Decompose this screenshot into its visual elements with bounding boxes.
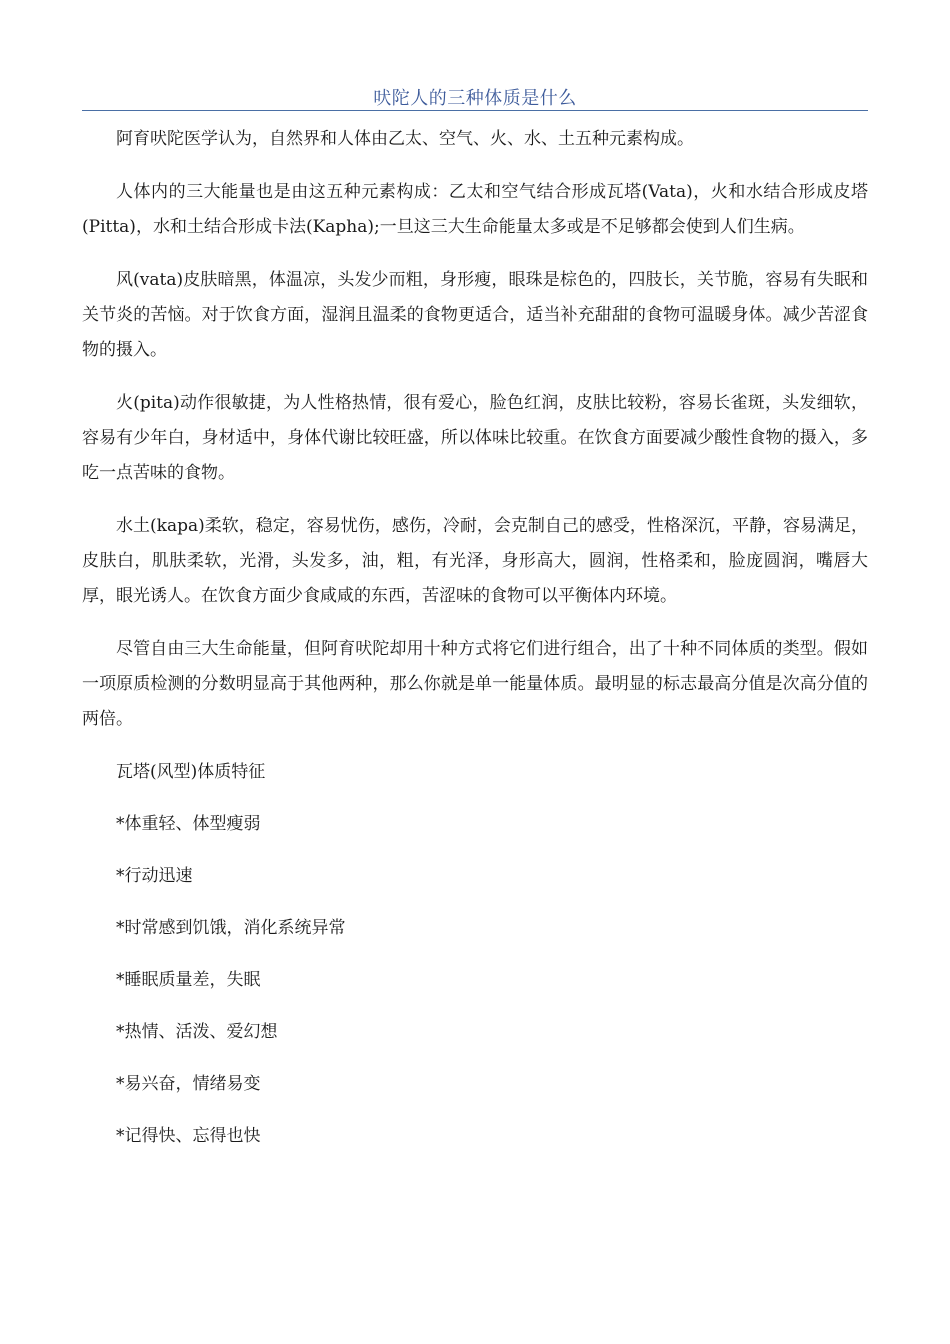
paragraph-energies: 人体内的三大能量也是由这五种元素构成：乙太和空气结合形成瓦塔(Vata)，火和水结合形成皮塔(Pitta)，水和土结合形成卡法(Kapha);一旦这三大生命能量太多或是不足够都会使到人们生病。	[82, 182, 868, 237]
paragraph-vata: 风(vata)皮肤暗黑，体温凉，头发少而粗，身形瘦，眼珠是棕色的，四肢长，关节脆，容易有失眠和关节炎的苦恼。对于饮食方面，湿润且温柔的食物更适合，适当补充甜甜的食物可温暖身体。减少苦涩食物的摄入。	[82, 270, 868, 360]
trait-item: *体重轻、体型瘦弱	[116, 814, 261, 834]
trait-item: *行动迅速	[116, 866, 193, 886]
section-heading-vata-traits: 瓦塔(风型)体质特征	[116, 762, 266, 782]
trait-item: *记得快、忘得也快	[116, 1126, 261, 1146]
paragraph-combinations: 尽管自由三大生命能量，但阿育吠陀却用十种方式将它们进行组合，出了十种不同体质的类型。假如一项原质检测的分数明显高于其他两种，那么你就是单一能量体质。最明显的标志最高分值是次高分值的两倍。	[82, 639, 868, 729]
paragraph-intro: 阿育吠陀医学认为，自然界和人体由乙太、空气、火、水、土五种元素构成。	[116, 129, 694, 149]
page-title: 吠陀人的三种体质是什么	[373, 88, 577, 109]
paragraph-kapha: 水土(kapa)柔软，稳定，容易忧伤，感伤，冷耐，会克制自己的感受，性格深沉，平静，容易满足，皮肤白，肌肤柔软，光滑，头发多，油，粗，有光泽，身形高大，圆润，性格柔和，脸庞圆润，嘴唇大厚，眼光诱人。在饮食方面少食咸咸的东西，苦涩味的食物可以平衡体内环境。	[82, 516, 868, 606]
page-header	[82, 80, 868, 111]
trait-item: *时常感到饥饿，消化系统异常	[116, 918, 346, 938]
trait-item: *睡眠质量差，失眠	[116, 970, 261, 990]
trait-item: *易兴奋，情绪易变	[116, 1074, 261, 1094]
document-body	[82, 122, 868, 1171]
paragraph-pitta: 火(pita)动作很敏捷，为人性格热情，很有爱心，脸色红润，皮肤比较粉，容易长雀斑，头发细软，容易有少年白，身材适中，身体代谢比较旺盛，所以体味比较重。在饮食方面要减少酸性食物的摄入，多吃一点苦味的食物。	[82, 393, 868, 483]
trait-item: *热情、活泼、爱幻想	[116, 1022, 278, 1042]
